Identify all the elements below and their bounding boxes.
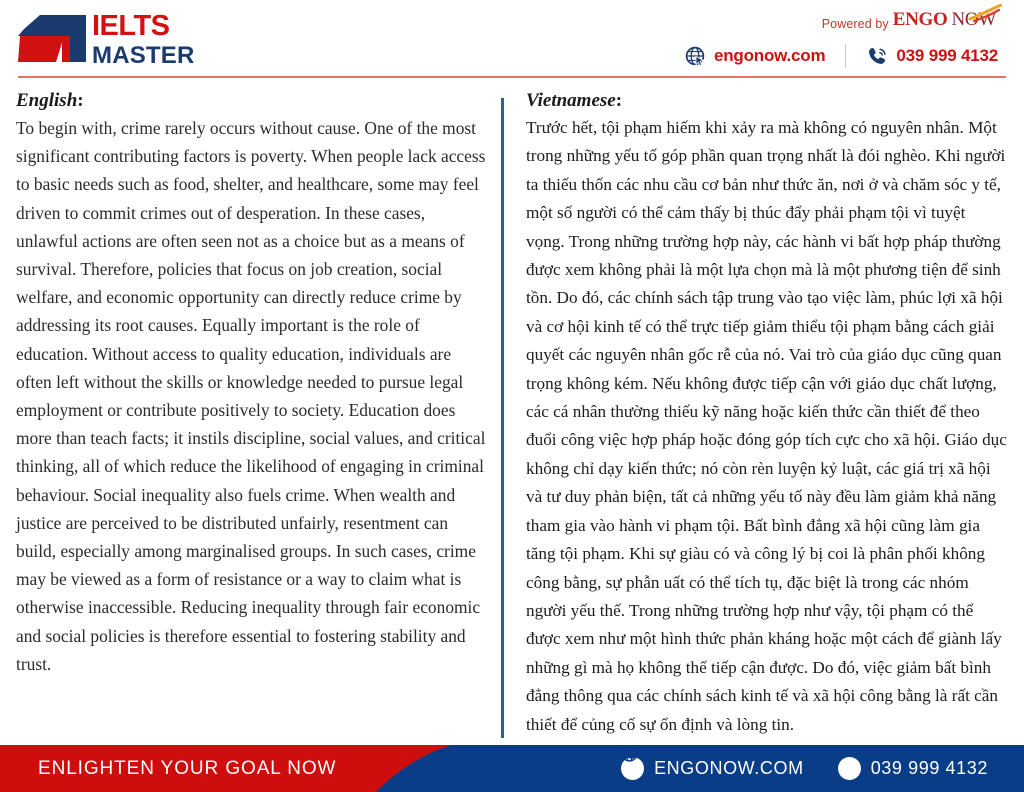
- engonow-brand-bold: ENGO: [892, 9, 948, 30]
- phone-call-icon: [866, 45, 888, 67]
- vietnamese-paragraph: Trước hết, tội phạm hiếm khi xảy ra mà không có nguyên nhân. Một trong những yếu tố góp phần quan trọng nhất là đói nghèo. Khi người ta thiếu thốn các nhu cầu cơ bản như thức ăn, nơi ở và chăm sóc y tế, một số người có thể cảm thấy bị thúc đẩy phải phạm tội vì tuyệt vọng. Trong những trường hợp này, các hành vi bất hợp pháp thường được xem không phải là một lựa chọn mà là một phương tiện để sinh tồn. Do đó, các chính sách tập trung vào tạo việc làm, phúc lợi xã hội và cơ hội kinh tế có thể trực tiếp giảm thiểu tội phạm bằng cách giải quyết các nguyên nhân gốc rễ của nó. Vai trò của giáo dục cũng quan trọng không kém. Nếu không được tiếp cận với giáo dục chất lượng, các cá nhân thường thiếu kỹ năng hoặc kiến thức cần thiết để theo đuổi công việc hợp pháp hoặc đóng góp tích cực cho xã hội. Giáo dục không chỉ dạy kiến thức; nó còn rèn luyện kỷ luật, các giá trị xã hội và tư duy phản biện, tất cả những yếu tố này đều làm giảm khả năng tham gia vào hành vi phạm tội. Bất bình đẳng xã hội cũng làm gia tăng tội phạm. Khi sự giàu có và công lý bị coi là phân phối không công bằng, sự phẫn uất có thể tích tụ, đặc biệt là trong các nhóm người yếu thế. Trong những trường hợp như vậy, tội phạm có thể được xem như một hình thức phản kháng hoặc một cách để giành lấy những gì mà họ không thể tiếp cận được. Do đó, việc giảm bất bình đẳng thông qua các chính sách kinh tế và xã hội công bằng là rất cần thiết để củng cố sự ổn định và lòng tin.: [526, 118, 1007, 734]
- vietnamese-heading-text: Vietnamese: [526, 90, 616, 111]
- phone-icon: [838, 757, 861, 780]
- header-contact-row: [685, 42, 998, 70]
- vietnamese-column: [526, 90, 1008, 739]
- header-website-item[interactable]: [685, 46, 825, 67]
- column-divider: [501, 98, 504, 738]
- english-heading: [16, 90, 486, 112]
- vietnamese-heading: [526, 90, 1008, 112]
- engonow-brand-light: NOW: [951, 9, 996, 30]
- english-paragraph: To begin with, crime rarely occurs without cause. One of the most significant contributing factors is poverty. When people lack access to basic needs such as food, shelter, and healthcare, some may feel driven to commit crimes out of desperation. In these cases, unlawful actions are often seen not as a choice but as a means of survival. Therefore, policies that focus on job creation, social welfare, and economic opportunity can directly reduce crime by addressing its root causes. Equally important is the role of education. Without access to quality education, individuals are often left without the skills or knowledge needed to pursue legal employment or contribute positively to society. Education does more than teach facts; it instils discipline, social values, and critical thinking, all of which reduce the likelihood of engaging in criminal behaviour. Social inequality also fuels crime. When wealth and justice are perceived to be distributed unfairly, resentment can build, especially among marginalised groups. In such cases, crime may be viewed as a form of resistance or a way to claim what is otherwise inaccessible. Reducing inequality through fair economic and social policies is therefore essential to fostering stability and trust.: [16, 118, 486, 674]
- header-divider-rule: [18, 76, 1006, 78]
- page-header: [0, 0, 1024, 90]
- footer-tagline: ENLIGHTEN YOUR GOAL NOW: [38, 757, 337, 779]
- english-column: [16, 90, 486, 678]
- stacked-pages-logo-icon: [18, 10, 92, 68]
- english-heading-colon: :: [77, 90, 84, 111]
- swoosh-icon: [968, 4, 1002, 22]
- footer-phone-item[interactable]: [838, 757, 988, 780]
- globe-cursor-icon: [685, 46, 706, 67]
- logo-secondary-text: MASTER: [92, 42, 195, 69]
- footer-contact-group: [621, 745, 988, 792]
- ielts-master-logo[interactable]: [18, 10, 218, 68]
- vietnamese-heading-colon: :: [615, 90, 623, 111]
- logo-wordmark: [92, 12, 195, 69]
- logo-primary-text: IELTS: [92, 10, 170, 42]
- powered-by-engonow[interactable]: [822, 9, 996, 31]
- header-phone-item[interactable]: [866, 45, 998, 67]
- footer-phone-text: 039 999 4132: [870, 758, 988, 778]
- header-website-text: engonow.com: [713, 46, 826, 65]
- bilingual-content-area: [0, 90, 1024, 745]
- header-contact-divider: [845, 44, 846, 68]
- header-phone-text: 039 999 4132: [896, 46, 998, 65]
- english-heading-text: English: [16, 90, 78, 111]
- footer-website-text: ENGONOW.COM: [654, 758, 804, 778]
- footer-website-item[interactable]: [621, 757, 804, 780]
- powered-by-label: Powered by: [821, 17, 889, 31]
- page-footer: [0, 745, 1024, 792]
